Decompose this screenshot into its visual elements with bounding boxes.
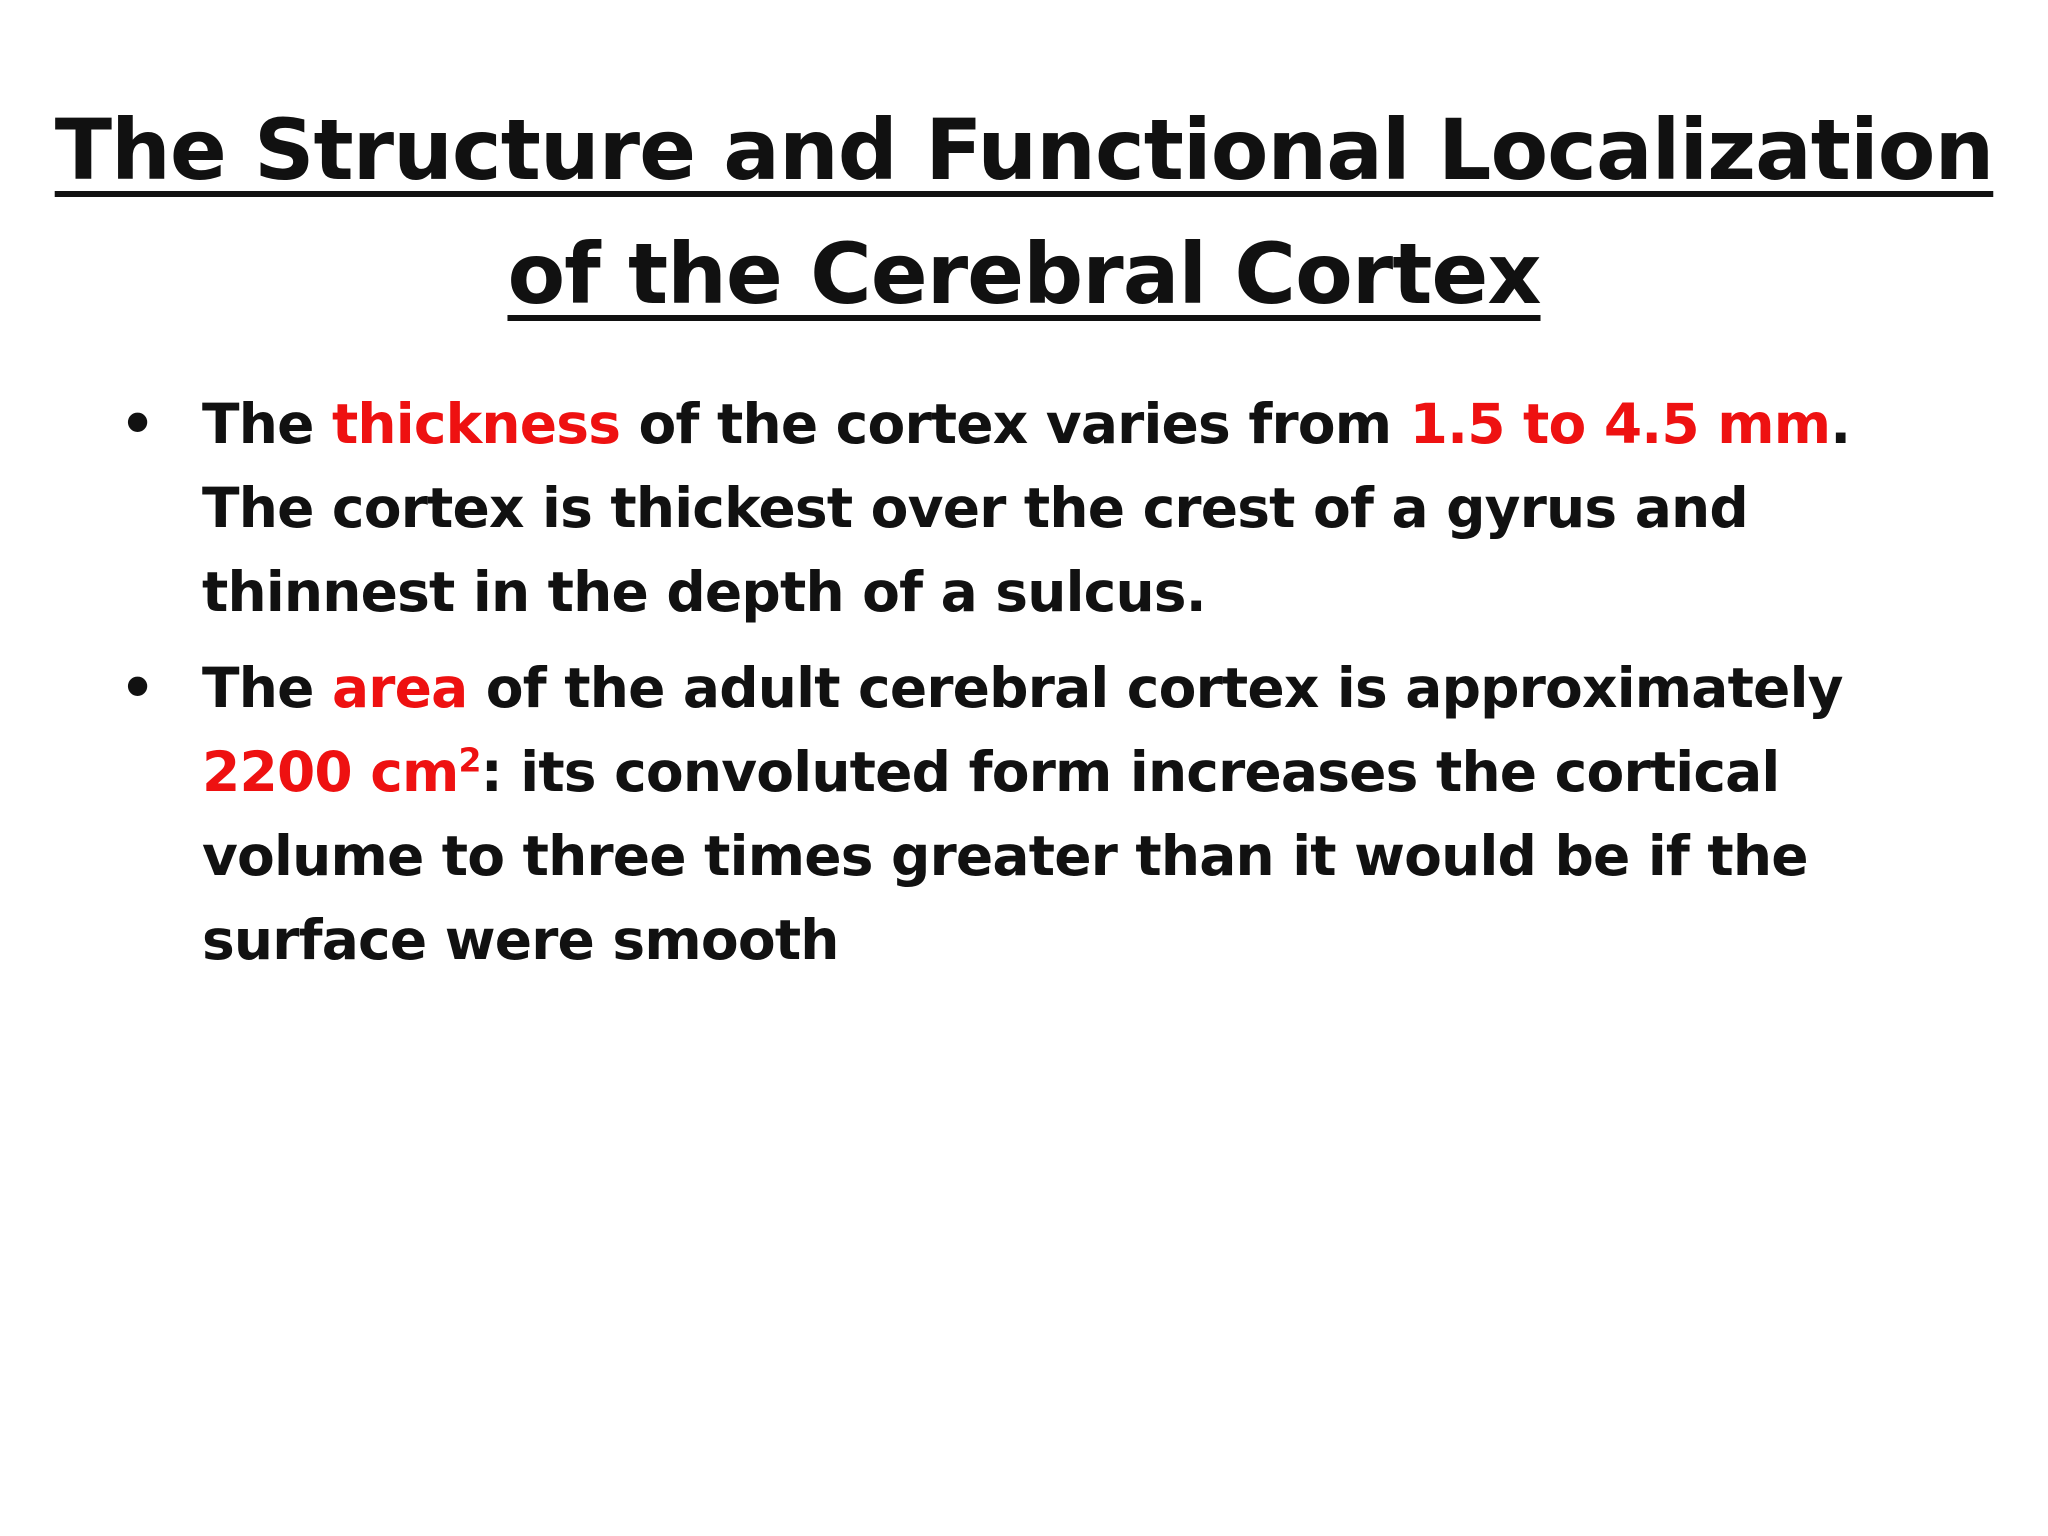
highlight-value-base: 2200 cm [202,740,459,804]
title-line-1: The Structure and Functional Localization [54,101,1994,199]
bullet-text: of the cortex varies from [620,392,1410,456]
highlight-term: thickness [331,392,621,456]
bullet-marker: • [120,656,155,720]
bullet-thickness [120,382,1980,634]
bullet-text: : its convoluted form increases the cortical volume to three times greater than it would be if the surface were smooth [202,740,1808,972]
bullet-text: The [202,656,332,720]
bullet-text: of the adult cerebral cortex is approximately [467,656,1843,720]
highlight-value: 1.5 to 4.5 mm [1409,392,1831,456]
bullet-area [120,646,1980,982]
highlight-value [202,740,481,804]
title-line-2: of the Cerebral Cortex [507,225,1541,323]
highlight-term: area [331,656,468,720]
slide-title [0,88,2048,336]
bullet-list [120,382,1980,994]
bullet-marker: • [120,392,155,456]
bullet-text: . The cortex is thickest over the crest of a gyrus and thinnest in the depth of a sulcus. [202,392,1851,624]
superscript: 2 [458,740,481,780]
bullet-text: The [202,392,332,456]
